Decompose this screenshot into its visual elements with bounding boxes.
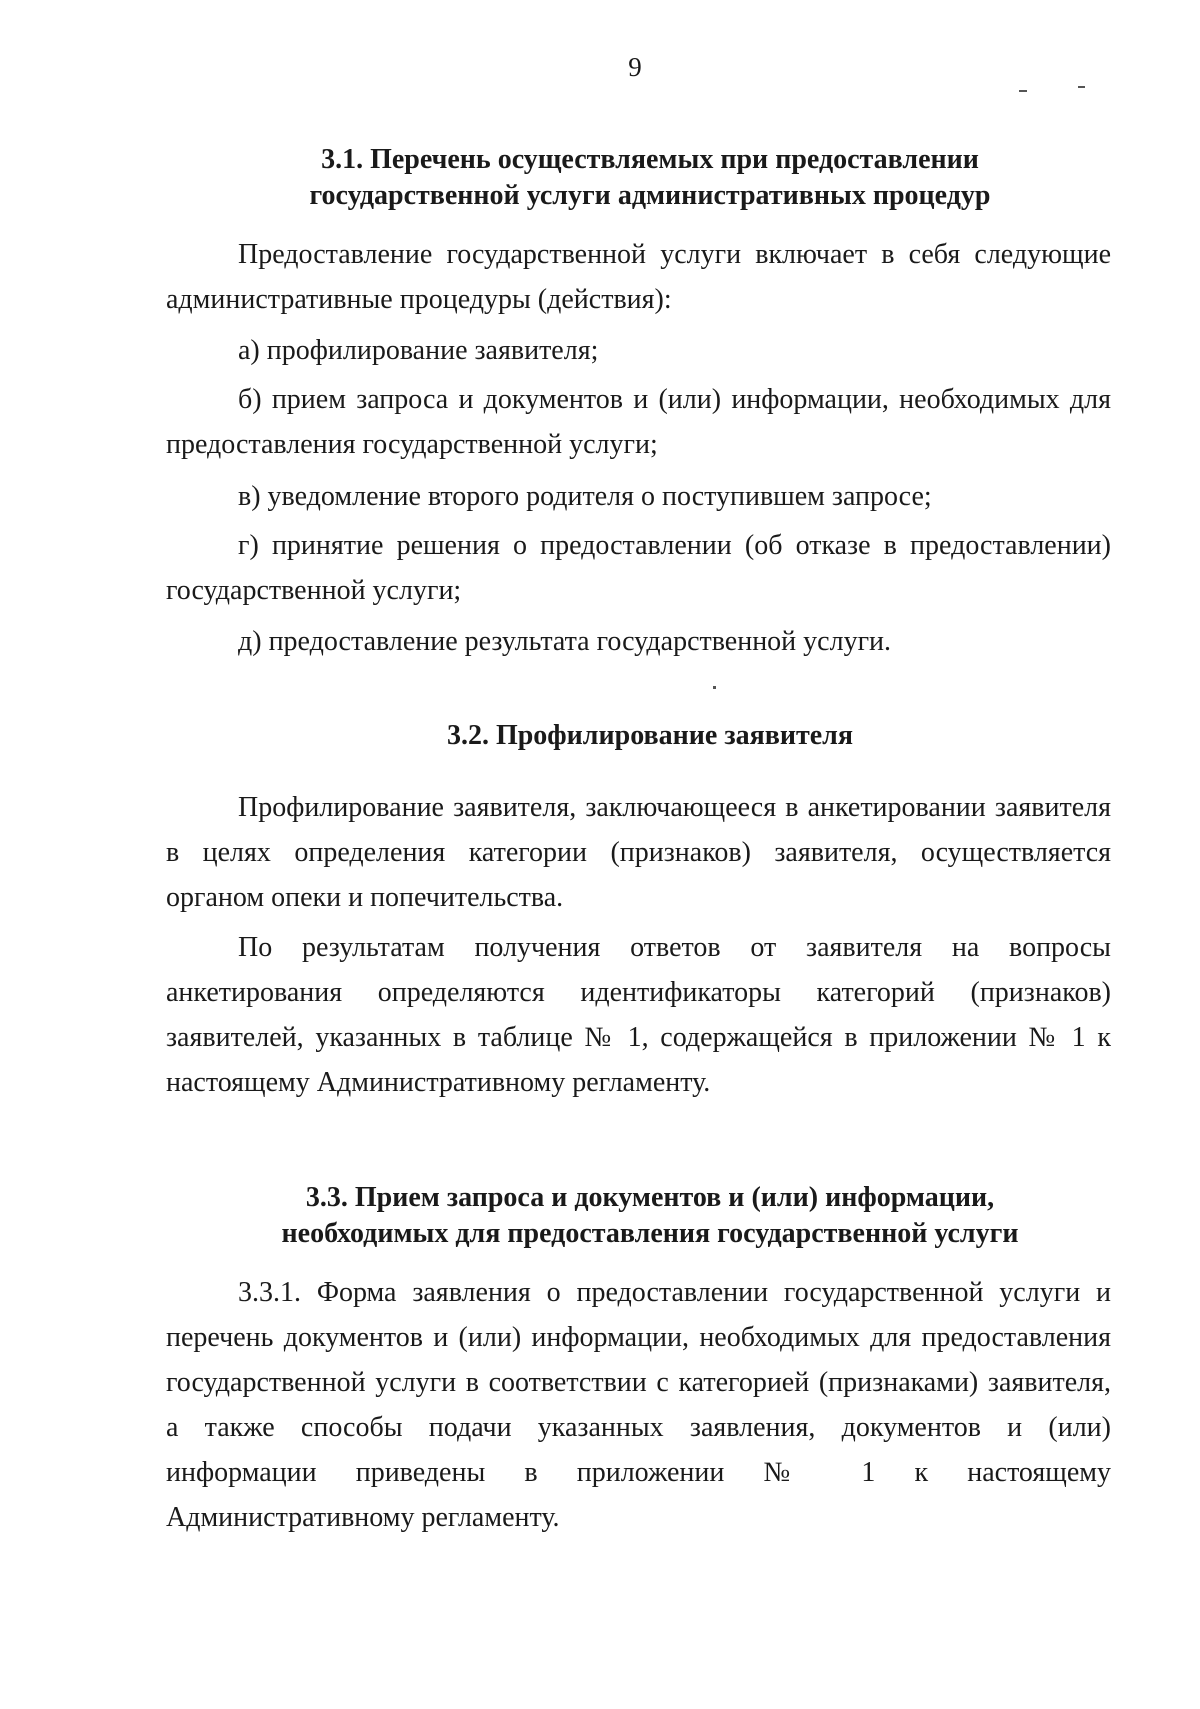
- text-line: информации приведены в приложении № 1 к настоящему: [166, 1457, 1111, 1488]
- list-item: [166, 474, 1111, 519]
- text-line: административные процедуры (действия):: [166, 284, 672, 315]
- text-line: в целях определения категории (признаков) заявителя, осуществляется: [166, 837, 1111, 868]
- text-line: в) уведомление второго родителя о поступившем запросе;: [238, 481, 932, 512]
- list-item: [166, 377, 1111, 467]
- text-line: Профилирование заявителя, заключающееся в анкетировании заявителя: [238, 792, 1111, 823]
- page-number: 9: [628, 52, 642, 82]
- text-line: Административному регламенту.: [166, 1502, 560, 1533]
- paragraph: [166, 785, 1111, 920]
- heading-line: необходимых для предоставления государственной услуги: [281, 1218, 1019, 1249]
- text-line: предоставления государственной услуги;: [166, 429, 658, 460]
- heading-line: 3.1. Перечень осуществляемых при предоставлении: [321, 144, 979, 175]
- text-line: а) профилирование заявителя;: [238, 335, 599, 366]
- scan-artifact: [1078, 86, 1085, 88]
- list-item: [166, 619, 1111, 664]
- section-heading-3-3: [150, 1180, 1150, 1252]
- text-line: 3.3.1. Форма заявления о предоставлении государственной услуги и: [238, 1277, 1111, 1308]
- text-line: государственной услуги;: [166, 575, 462, 606]
- paragraph: [166, 1270, 1111, 1540]
- text-line: органом опеки и попечительства.: [166, 882, 564, 913]
- text-line: г) принятие решения о предоставлении (об отказе в предоставлении): [238, 530, 1111, 561]
- section-heading-3-2: [150, 718, 1150, 754]
- list-item: [166, 328, 1111, 373]
- text-line: настоящему Административному регламенту.: [166, 1067, 711, 1098]
- section-heading-3-1: [150, 142, 1150, 214]
- text-line: перечень документов и (или) информации, необходимых для предоставления: [166, 1322, 1111, 1353]
- text-line: заявителей, указанных в таблице № 1, содержащейся в приложении № 1 к: [166, 1022, 1111, 1053]
- heading-line: 3.3. Прием запроса и документов и (или) информации,: [305, 1182, 995, 1213]
- heading-line: государственной услуги административных процедур: [309, 180, 991, 211]
- text-line: д) предоставление результата государственной услуги.: [238, 626, 892, 657]
- text-line: государственной услуги в соответствии с категорией (признаками) заявителя,: [166, 1367, 1111, 1398]
- text-line: а также способы подачи указанных заявления, документов и (или): [166, 1412, 1111, 1443]
- scan-artifact: [1019, 90, 1027, 92]
- heading-line: 3.2. Профилирование заявителя: [446, 720, 854, 751]
- list-item: [166, 523, 1111, 613]
- paragraph: [166, 232, 1111, 322]
- scan-artifact: [713, 686, 716, 689]
- text-line: анкетирования определяются идентификаторы категорий (признаков): [166, 977, 1111, 1008]
- paragraph: [166, 925, 1111, 1105]
- text-line: Предоставление государственной услуги включает в себя следующие: [238, 239, 1111, 270]
- text-line: б) прием запроса и документов и (или) информации, необходимых для: [238, 384, 1111, 415]
- text-line: По результатам получения ответов от заявителя на вопросы: [238, 932, 1111, 963]
